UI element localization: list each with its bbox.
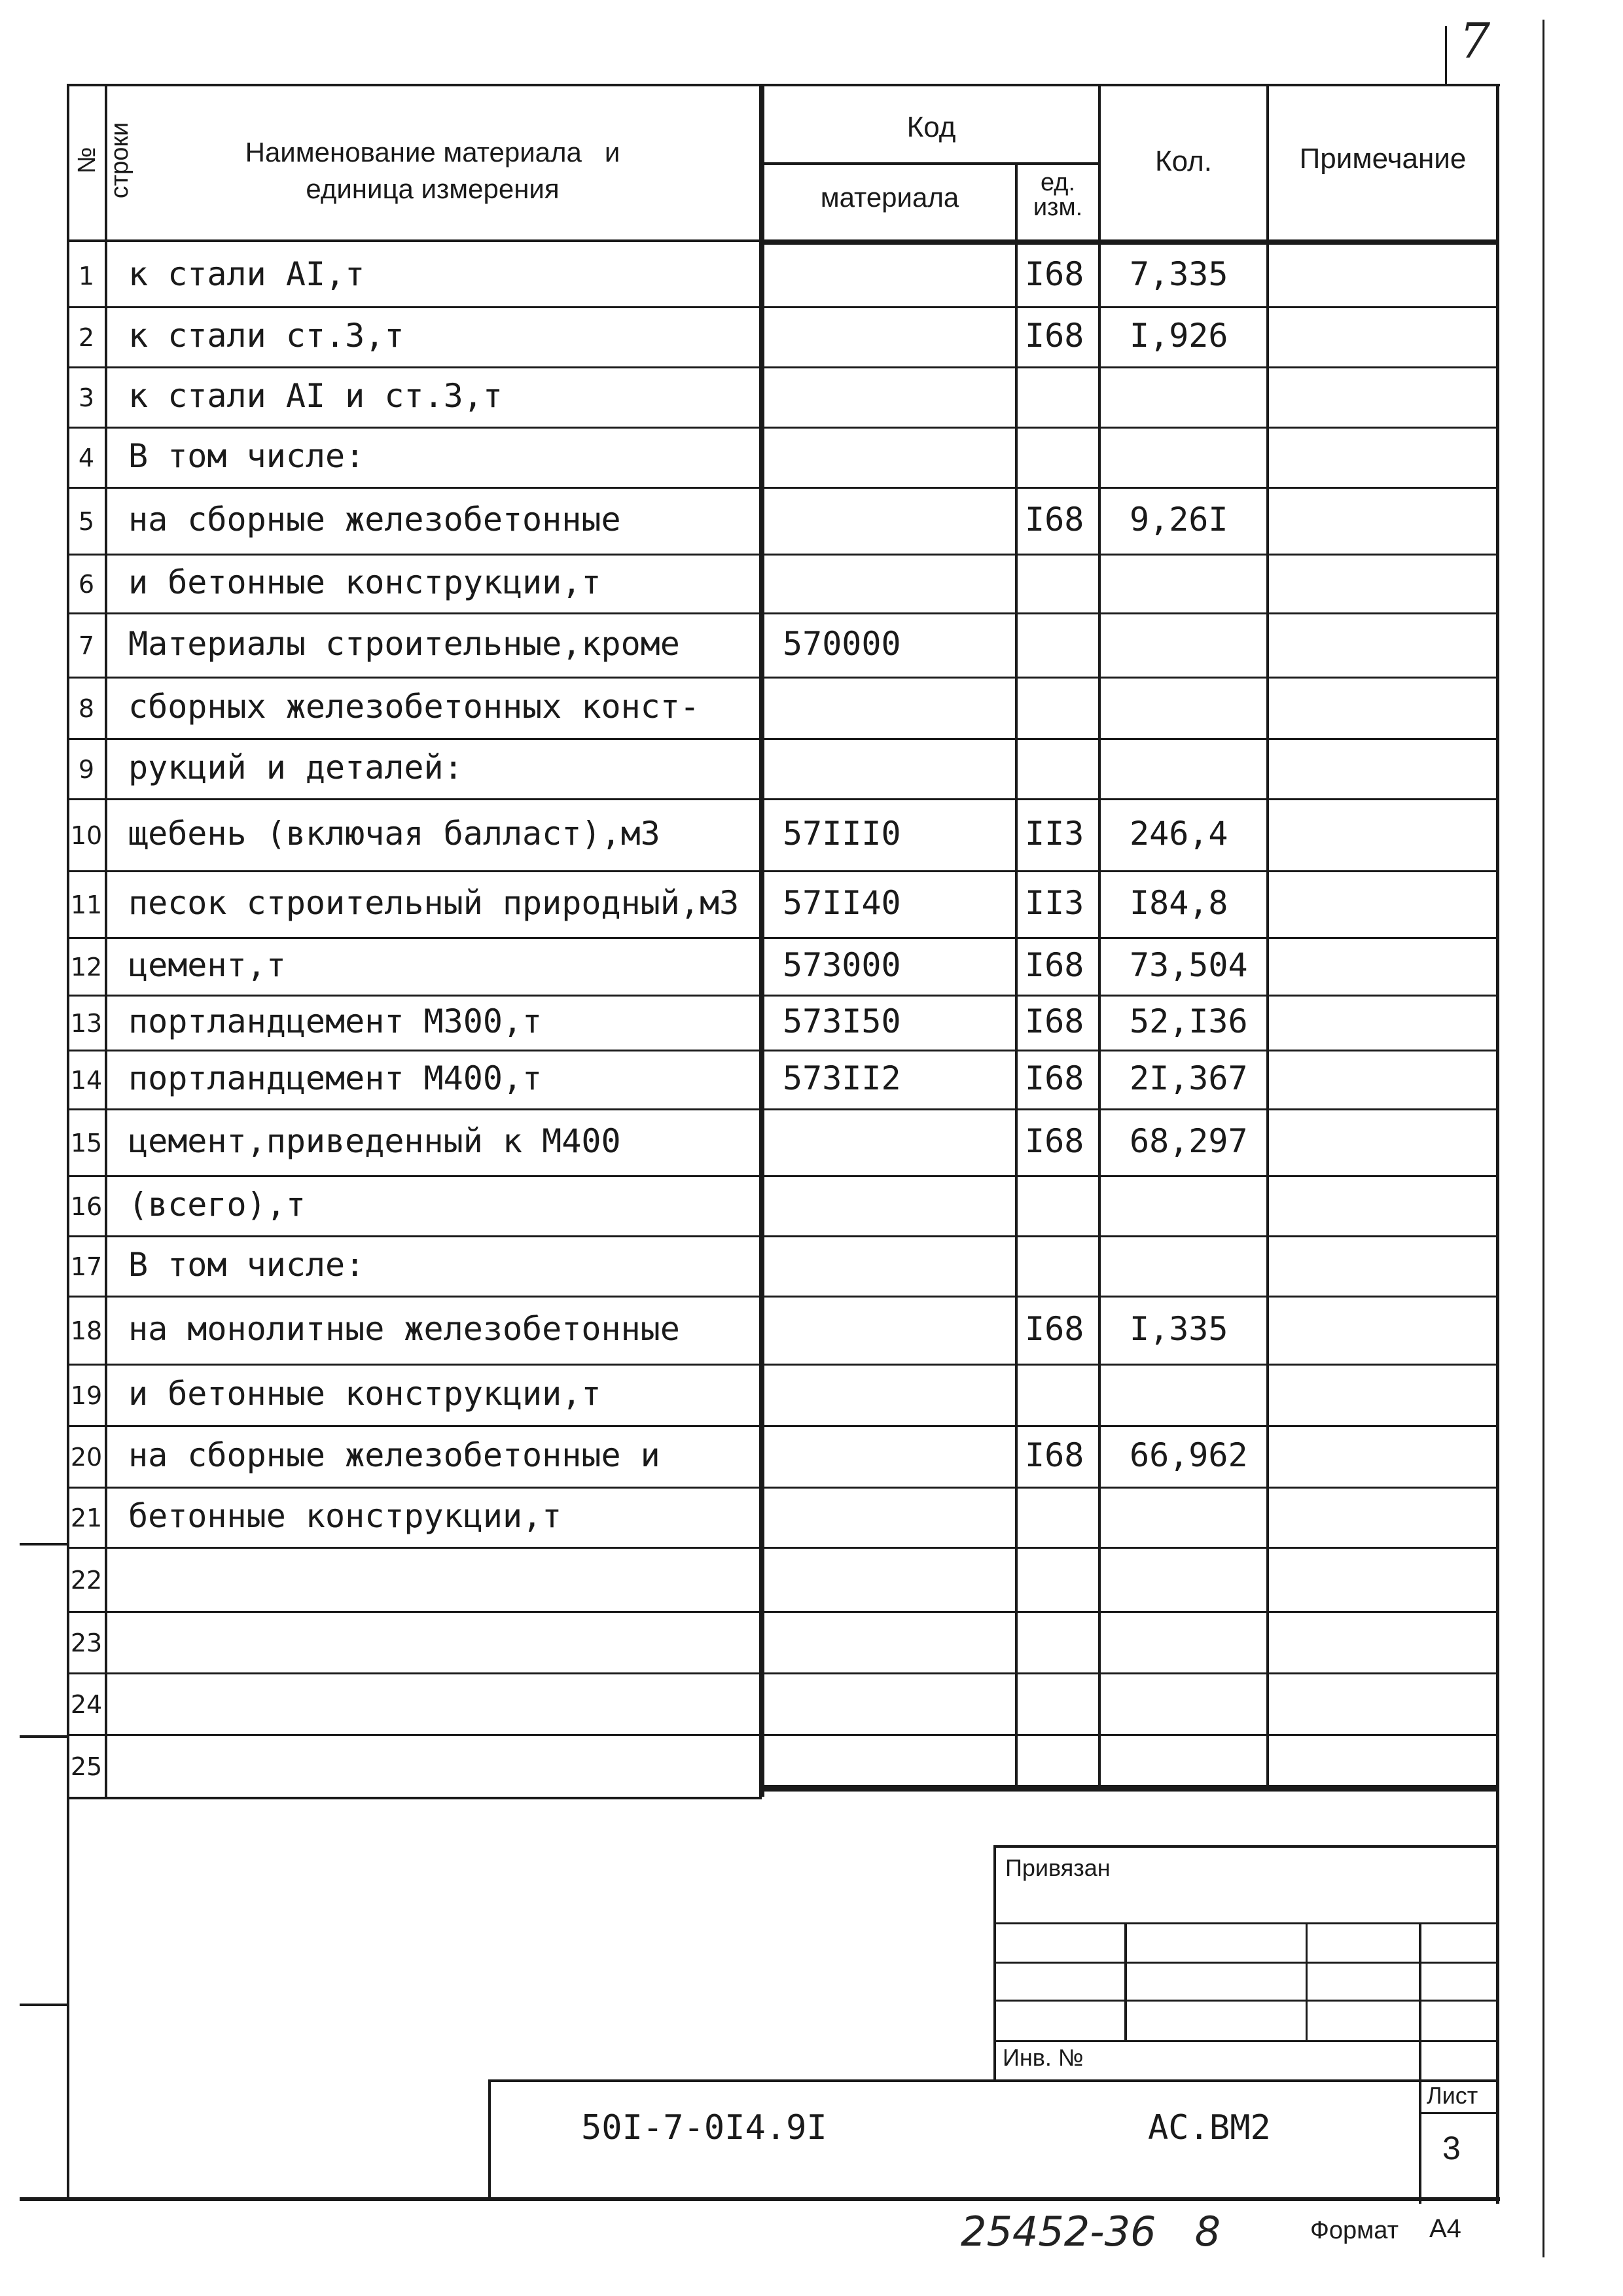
row-qty: I,926	[1130, 317, 1228, 355]
row-name: щебень (включая балласт),м3	[128, 815, 660, 853]
row-number: 24	[70, 1690, 103, 1719]
bound-label: Привязан	[1005, 1854, 1111, 1881]
table-top-border	[67, 84, 1500, 86]
header-name-line2: единица измерения	[306, 173, 560, 204]
bound-grid-h2	[993, 1962, 1499, 1964]
header-note: Примечание	[1299, 143, 1467, 175]
sheet-number: 3	[1442, 2130, 1461, 2166]
row-code: 573I50	[783, 1002, 901, 1040]
row-number: 20	[70, 1443, 103, 1472]
row-name: к стали AI,т	[128, 255, 365, 293]
header-unit-line2: изм.	[1033, 194, 1083, 221]
frame-left	[67, 1799, 69, 2199]
row-name: рукций и деталей:	[128, 749, 463, 786]
body-thick-top	[759, 239, 1499, 245]
row-number: 18	[70, 1316, 103, 1345]
row-code: 570000	[783, 625, 901, 663]
row-qty: 246,4	[1130, 815, 1228, 853]
row-name: цемент,приведенный к М400	[128, 1122, 621, 1160]
row-number: 3	[78, 383, 95, 412]
row-qty: 52,I36	[1130, 1002, 1248, 1040]
header-unit-line1: ед.	[1040, 169, 1076, 196]
row-number: 21	[70, 1504, 103, 1532]
row-unit: I68	[1025, 1310, 1084, 1348]
header-name-line1: Наименование материала и	[245, 137, 620, 168]
row-divider	[69, 1296, 1497, 1298]
header-row-number	[71, 119, 134, 202]
header-name	[109, 134, 757, 207]
row-divider	[69, 937, 1497, 939]
col-line-note	[1266, 84, 1269, 1788]
row-code: 573000	[783, 946, 901, 984]
row-unit: I68	[1025, 317, 1084, 355]
row-divider	[69, 995, 1497, 997]
row-number: 7	[78, 631, 95, 660]
row-divider	[69, 1050, 1497, 1051]
row-divider	[69, 306, 1497, 308]
row-number: 11	[70, 891, 103, 919]
format-label: Формат	[1310, 2217, 1399, 2244]
doc-mark: АС.ВМ2	[1148, 2108, 1271, 2147]
row-code: 57III0	[783, 815, 901, 853]
row-divider	[69, 554, 1497, 556]
row-name: цемент,т	[128, 946, 286, 984]
header-code-unit	[1018, 170, 1098, 220]
header-qty: Кол.	[1154, 145, 1213, 177]
row-divider	[69, 870, 1497, 872]
row-unit: I68	[1025, 946, 1084, 984]
table-bottom-border	[67, 1797, 762, 1799]
row-divider	[69, 1547, 1497, 1549]
row-divider	[69, 738, 1497, 740]
inv-label: Инв. №	[1003, 2044, 1084, 2071]
row-number: 25	[70, 1752, 103, 1781]
row-divider	[69, 487, 1497, 489]
col-line-num	[105, 84, 107, 1799]
row-number: 16	[70, 1192, 103, 1221]
body-thick-bottom	[759, 1785, 1499, 1792]
bound-grid-v3	[1419, 1922, 1421, 2204]
row-number: 19	[70, 1381, 103, 1410]
sheet-label: Лист	[1427, 2082, 1478, 2109]
row-divider	[69, 1611, 1497, 1613]
row-qty: I,335	[1130, 1310, 1228, 1348]
margin-tick-2	[20, 1735, 69, 1738]
row-divider	[69, 1108, 1497, 1110]
row-unit: II3	[1025, 884, 1084, 922]
row-number: 8	[78, 694, 95, 723]
row-divider	[69, 677, 1497, 679]
row-name: Материалы строительные,кроме	[128, 625, 680, 663]
row-name: портландцемент М400,т	[128, 1059, 543, 1097]
frame-right	[1496, 1792, 1499, 2204]
row-divider	[69, 612, 1497, 614]
page-number-divider	[1445, 26, 1447, 84]
doc-code: 50I-7-0I4.9I	[581, 2108, 827, 2147]
margin-tick-1	[20, 1543, 69, 1545]
row-number: 22	[70, 1566, 103, 1595]
row-qty: I84,8	[1130, 884, 1228, 922]
row-divider	[69, 798, 1497, 800]
row-qty: 73,504	[1130, 946, 1248, 984]
row-qty: 68,297	[1130, 1122, 1248, 1160]
row-qty: 2I,367	[1130, 1059, 1248, 1097]
row-unit: I68	[1025, 1122, 1084, 1160]
row-number: 14	[70, 1066, 103, 1095]
row-code: 57II40	[783, 884, 901, 922]
bound-grid-h4	[993, 2040, 1499, 2042]
bound-grid-h1	[993, 1922, 1499, 1924]
header-code-material: материала	[820, 182, 959, 213]
stamp-left	[488, 2079, 491, 2201]
col-line-qty	[1098, 84, 1101, 1788]
frame-bottom	[20, 2197, 1500, 2201]
margin-tick-3	[20, 2004, 69, 2006]
row-qty: 66,962	[1130, 1436, 1248, 1474]
row-name: песок строительный природный,м3	[128, 884, 740, 922]
right-margin-line	[1543, 20, 1544, 2257]
page-number: 7	[1459, 13, 1491, 69]
row-number: 12	[70, 953, 103, 981]
row-name: и бетонные конструкции,т	[128, 1375, 601, 1413]
row-unit: I68	[1025, 1436, 1084, 1474]
row-name: бетонные конструкции,т	[128, 1497, 562, 1535]
col-line-code	[759, 84, 764, 1797]
bound-grid-v1	[1124, 1922, 1127, 2040]
row-name: В том числе:	[128, 437, 365, 475]
row-code: 573II2	[783, 1059, 901, 1097]
header-code: Код	[906, 111, 956, 143]
row-divider	[69, 1175, 1497, 1177]
row-name: портландцемент М300,т	[128, 1002, 543, 1040]
bound-grid-h3	[993, 2000, 1499, 2002]
row-divider	[69, 1734, 1497, 1736]
row-name: В том числе:	[128, 1246, 365, 1284]
row-number: 15	[70, 1129, 103, 1157]
stamp-top	[488, 2079, 1499, 2082]
row-name: (всего),т	[128, 1186, 306, 1224]
bound-grid-v2	[1306, 1922, 1308, 2040]
row-number: 13	[70, 1009, 103, 1038]
bound-top	[993, 1845, 1499, 1848]
row-name: на сборные железобетонные	[128, 501, 621, 539]
row-divider	[69, 1425, 1497, 1427]
row-number: 17	[70, 1252, 103, 1281]
row-divider	[69, 366, 1497, 368]
row-name: к стали ст.3,т	[128, 317, 404, 355]
row-number: 2	[78, 323, 95, 352]
row-unit: I68	[1025, 1002, 1084, 1040]
row-divider	[69, 427, 1497, 429]
row-number: 23	[70, 1629, 103, 1657]
format-value: А4	[1429, 2214, 1461, 2243]
row-unit: I68	[1025, 1059, 1084, 1097]
row-divider	[69, 1364, 1497, 1366]
handwritten-number: 25452-36 8	[961, 2208, 1221, 2255]
row-name: и бетонные конструкции,т	[128, 563, 601, 601]
row-unit: I68	[1025, 255, 1084, 293]
row-name: на монолитные железобетонные	[128, 1310, 680, 1348]
sheet-divider	[1419, 2112, 1499, 2114]
row-unit: II3	[1025, 815, 1084, 853]
row-name: к стали AI и ст.3,т	[128, 377, 503, 415]
row-name: на сборные железобетонные и	[128, 1436, 660, 1474]
table-right-border	[1496, 84, 1499, 1799]
col-line-unit	[1015, 164, 1018, 1788]
header-row-number-label: № строки	[73, 122, 134, 199]
row-qty: 7,335	[1130, 255, 1228, 293]
row-qty: 9,26I	[1130, 501, 1228, 539]
row-name: сборных железобетонных конст-	[128, 688, 700, 726]
row-divider	[69, 1672, 1497, 1674]
row-number: 4	[78, 444, 95, 472]
row-number: 5	[78, 507, 95, 536]
row-unit: I68	[1025, 501, 1084, 539]
row-number: 6	[78, 570, 95, 599]
row-number: 10	[70, 821, 103, 850]
row-number: 1	[78, 262, 95, 291]
row-divider	[69, 1235, 1497, 1237]
row-number: 9	[78, 755, 95, 784]
row-divider	[69, 1487, 1497, 1489]
header-code-divider	[762, 162, 1101, 165]
